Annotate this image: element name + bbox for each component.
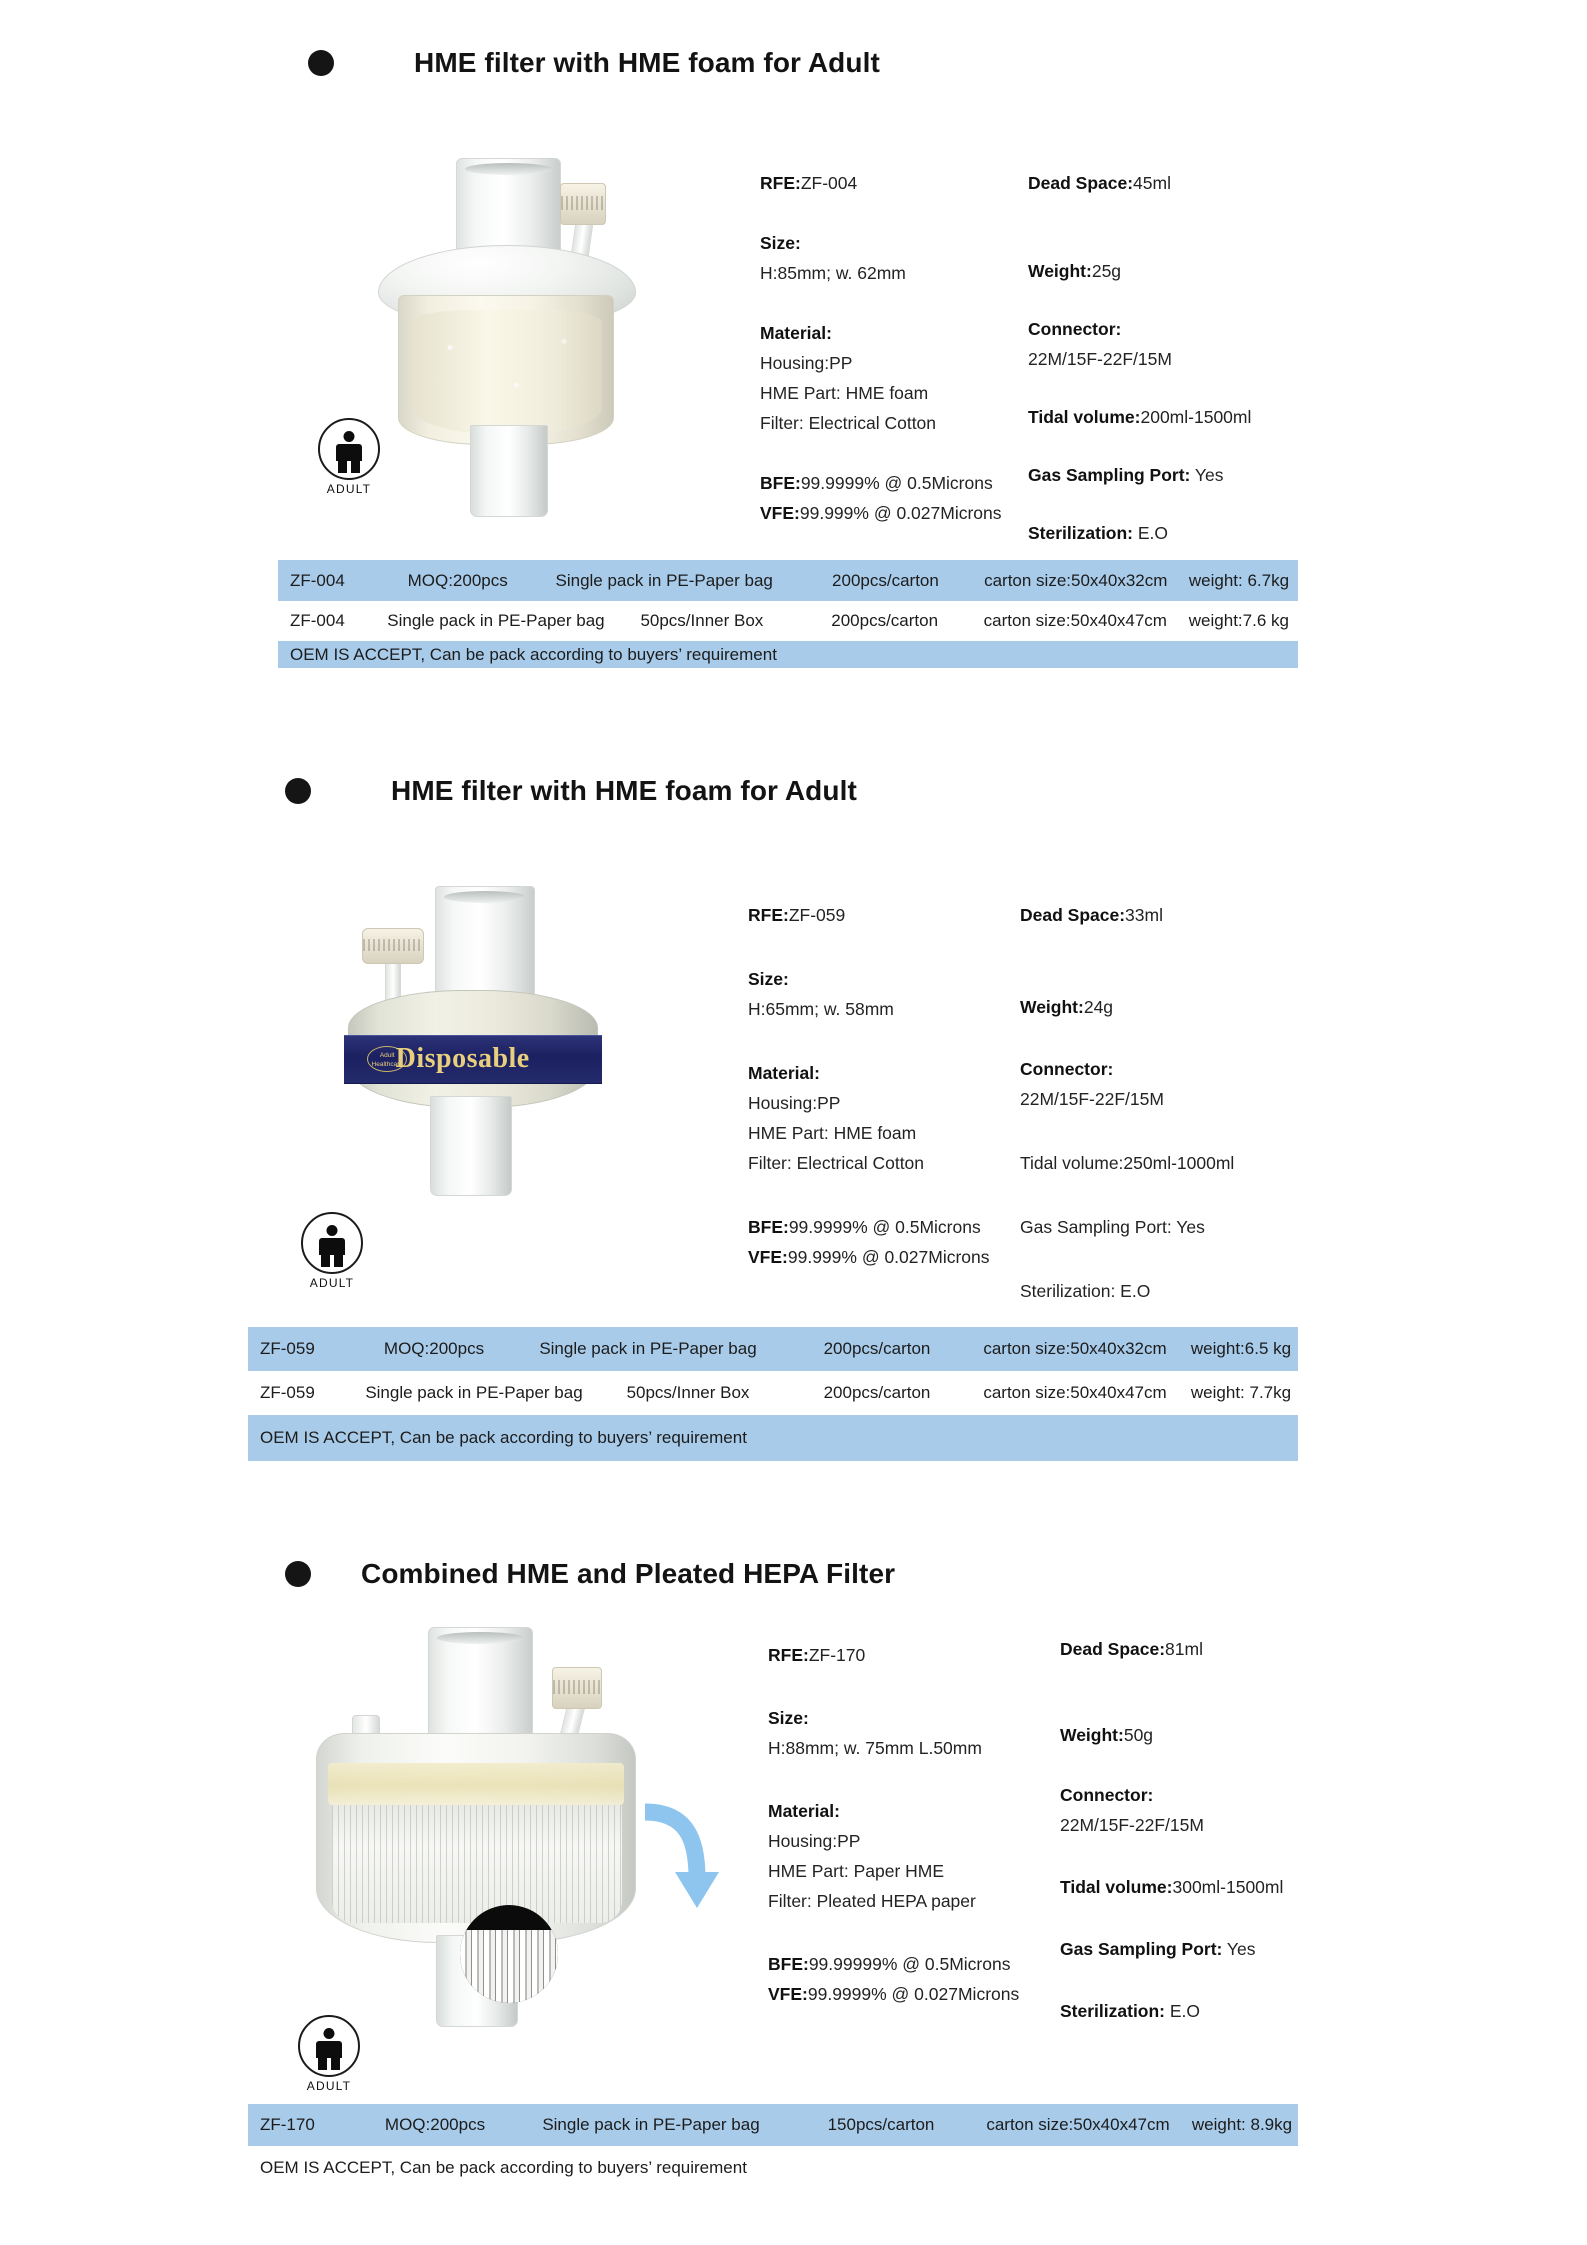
- spec-size-label: Size:: [768, 1708, 809, 1728]
- disposable-text: Disposable: [395, 1043, 530, 1075]
- adult-head: [324, 2028, 335, 2039]
- product-section-1: [0, 0, 1587, 690]
- spec-tidal-volume: Tidal volume:250ml-1000ml: [1020, 1153, 1235, 1173]
- cell-carton-size: carton size:50x40x47cm: [986, 2115, 1170, 2134]
- cell-weight: weight:6.5 kg: [1190, 1339, 1292, 1358]
- bullet-icon: [285, 1561, 311, 1587]
- adult-leg-left: [318, 2055, 327, 2070]
- cell-weight: weight: 7.7kg: [1190, 1383, 1292, 1402]
- cell-carton-size: carton size:50x40x47cm: [983, 611, 1167, 630]
- spec-vfe: VFE:99.999% @ 0.027Microns: [748, 1247, 990, 1267]
- adult-leg-right: [331, 2055, 340, 2070]
- cell-model: ZF-059: [260, 1383, 315, 1402]
- table-row: [278, 601, 1298, 641]
- cell-carton-qty: 200pcs/carton: [823, 1339, 931, 1358]
- table-row-oem: [248, 1415, 1298, 1461]
- cell-weight: weight: 6.7kg: [1188, 570, 1290, 590]
- gas-sampling-port-cap: [560, 183, 606, 225]
- brand-seal: Adult Healthcare: [367, 1046, 407, 1072]
- spec-housing: Housing:PP: [748, 1093, 841, 1113]
- product-section-3: [0, 1520, 1587, 2245]
- product-1-specs-right: [1028, 168, 1251, 548]
- spec-filter: Filter: Electrical Cotton: [748, 1153, 925, 1173]
- cell-oem-note: OEM IS ACCEPT, Can be pack according to buyers’ requirement: [260, 1428, 747, 1447]
- product-3-heading: [285, 1558, 895, 1590]
- cell-pack: Single pack in PE-Paper bag: [542, 2115, 760, 2134]
- adult-head: [327, 1225, 338, 1236]
- spec-dead-space: Dead Space:45ml: [1028, 173, 1171, 193]
- cell-pack: Single pack in PE-Paper bag: [365, 1383, 583, 1402]
- spec-sterilization: Sterilization: E.O: [1028, 523, 1169, 543]
- cell-pack: Single pack in PE-Paper bag: [387, 611, 605, 630]
- spec-size-value: H:88mm; w. 75mm L.50mm: [768, 1738, 982, 1758]
- table-row-oem: [248, 2146, 1298, 2190]
- spec-rfe: RFE:ZF-059: [748, 905, 846, 925]
- spec-sterilization: Sterilization: E.O: [1060, 2001, 1201, 2021]
- spec-bfe: BFE:99.9999% @ 0.5Microns: [748, 1217, 981, 1237]
- bullet-icon: [308, 50, 334, 76]
- spec-vfe: VFE:99.999% @ 0.027Microns: [760, 503, 1002, 523]
- cell-carton-qty: 150pcs/carton: [827, 2115, 935, 2134]
- cell-oem-note: OEM IS ACCEPT, Can be pack according to buyers’ requirement: [290, 644, 777, 664]
- spec-connector-value: 22M/15F-22F/15M: [1020, 1089, 1164, 1109]
- spec-gas-sampling-port: Gas Sampling Port: Yes: [1020, 1217, 1205, 1237]
- product-1-title: HME filter with HME foam for Adult: [414, 47, 880, 78]
- cell-carton-qty: 200pcs/carton: [832, 570, 939, 590]
- cell-model: ZF-004: [290, 611, 345, 630]
- housing-body: [348, 990, 598, 1108]
- cell-oem-note: OEM IS ACCEPT, Can be pack according to buyers’ requirement: [260, 2158, 747, 2177]
- cell-weight: weight:7.6 kg: [1188, 611, 1289, 630]
- product-2-heading: [285, 775, 857, 807]
- spec-connector-label: Connector:: [1060, 1785, 1154, 1805]
- table-row: [278, 560, 1298, 601]
- spec-connector-label: Connector:: [1028, 319, 1122, 339]
- spec-size-label: Size:: [748, 969, 789, 989]
- top-port: [435, 886, 535, 1001]
- cell-model: ZF-004: [290, 570, 345, 590]
- product-2-specs-right: [1020, 900, 1234, 1306]
- cell-inner-box: 50pcs/Inner Box: [640, 611, 764, 630]
- spec-hme-part: HME Part: HME foam: [748, 1123, 917, 1143]
- product-1-packing-table: [278, 560, 1298, 668]
- adult-person-icon: [298, 2015, 360, 2077]
- spec-rfe: [760, 168, 1002, 198]
- cell-carton-size: carton size:50x40x32cm: [983, 1339, 1167, 1358]
- product-3-specs-right: [1060, 1634, 1283, 2026]
- adult-person-icon: [318, 418, 380, 480]
- spec-size-label: Size:: [760, 233, 801, 253]
- spec-filter: Filter: Pleated HEPA paper: [768, 1891, 976, 1911]
- spec-weight: Weight:50g: [1060, 1725, 1154, 1745]
- spec-weight: Weight:24g: [1020, 997, 1114, 1017]
- cell-pack: Single pack in PE-Paper bag: [539, 1339, 757, 1358]
- spec-material-label: Material:: [760, 323, 832, 343]
- closeup-pleats: [460, 1930, 558, 2003]
- bottom-port: [430, 1096, 512, 1196]
- spec-bfe: BFE:99.99999% @ 0.5Microns: [768, 1954, 1011, 1974]
- spec-rfe-label: RFE:: [760, 173, 801, 193]
- adult-head: [344, 431, 355, 442]
- product-1-heading: [308, 47, 880, 79]
- spec-material-label: Material:: [768, 1801, 840, 1821]
- table-row: [248, 2104, 1298, 2146]
- spec-size-value: H:85mm; w. 62mm: [760, 263, 906, 283]
- product-1-adult-badge: [312, 418, 386, 496]
- cell-carton-size: carton size:50x40x47cm: [983, 1383, 1167, 1402]
- spec-size-value: H:65mm; w. 58mm: [748, 999, 894, 1019]
- spec-gas-sampling-port: Gas Sampling Port: Yes: [1028, 465, 1224, 485]
- disposable-label-band: [344, 1035, 602, 1084]
- adult-person-icon: [301, 1212, 363, 1274]
- table-row: [248, 1327, 1298, 1371]
- adult-badge-label: ADULT: [309, 1276, 355, 1290]
- adult-leg-left: [321, 1252, 330, 1267]
- product-2-packing-table: [248, 1327, 1298, 1461]
- spec-sterilization: Sterilization: E.O: [1020, 1281, 1151, 1301]
- spec-housing: Housing:PP: [760, 353, 853, 373]
- spec-tidal-volume: Tidal volume:300ml-1500ml: [1060, 1877, 1284, 1897]
- adult-leg-right: [334, 1252, 343, 1267]
- cell-carton-qty: 200pcs/carton: [823, 1383, 931, 1402]
- spec-weight: Weight:25g: [1028, 261, 1122, 281]
- spec-connector-value: 22M/15F-22F/15M: [1028, 349, 1172, 369]
- spec-hme-part: HME Part: HME foam: [760, 383, 929, 403]
- spec-connector-value: 22M/15F-22F/15M: [1060, 1815, 1204, 1835]
- pleated-media-closeup: [460, 1905, 558, 2003]
- cell-carton-qty: 200pcs/carton: [831, 611, 939, 630]
- product-2-title: HME filter with HME foam for Adult: [391, 775, 857, 806]
- adult-badge-label: ADULT: [306, 2079, 352, 2093]
- spec-filter: Filter: Electrical Cotton: [760, 413, 937, 433]
- cell-moq: MOQ:200pcs: [383, 1339, 485, 1358]
- cell-moq: MOQ:200pcs: [384, 2115, 486, 2134]
- spec-rfe: RFE:ZF-170: [768, 1645, 866, 1665]
- cell-carton-size: carton size:50x40x32cm: [984, 570, 1168, 590]
- product-3-specs-left: [768, 1640, 1019, 2009]
- product-2-specs: [748, 900, 1388, 1301]
- spec-housing: Housing:PP: [768, 1831, 861, 1851]
- spec-tidal-volume: Tidal volume:200ml-1500ml: [1028, 407, 1252, 427]
- product-3-packing-table: [248, 2104, 1298, 2190]
- cell-weight: weight: 8.9kg: [1191, 2115, 1293, 2134]
- product-2-adult-badge: [295, 1212, 369, 1290]
- adult-leg-left: [338, 458, 347, 473]
- spec-connector-label: Connector:: [1020, 1059, 1114, 1079]
- pleated-hepa-media: [332, 1805, 622, 1923]
- cell-moq: MOQ:200pcs: [407, 570, 508, 590]
- product-3-adult-badge: [292, 2015, 366, 2093]
- product-1-specs: [760, 168, 1400, 543]
- table-row: [248, 1371, 1298, 1415]
- cell-model: ZF-059: [260, 1339, 315, 1358]
- adult-leg-right: [351, 458, 360, 473]
- spec-rfe-value: ZF-004: [800, 173, 858, 193]
- spec-gas-sampling-port: Gas Sampling Port: Yes: [1060, 1939, 1256, 1959]
- product-2-image: [300, 878, 640, 1208]
- cell-pack: Single pack in PE-Paper bag: [555, 570, 773, 590]
- spec-vfe: VFE:99.9999% @ 0.027Microns: [768, 1984, 1020, 2004]
- hme-foam: [412, 310, 602, 435]
- adult-badge-label: ADULT: [326, 482, 372, 496]
- spec-bfe: BFE:99.9999% @ 0.5Microns: [760, 473, 993, 493]
- cell-inner-box: 50pcs/Inner Box: [626, 1383, 750, 1402]
- product-section-2: [0, 700, 1587, 1520]
- paper-hme-band: [328, 1763, 624, 1805]
- callout-arrow-icon: [635, 1800, 725, 1920]
- gas-sampling-port-cap: [552, 1667, 602, 1709]
- spec-dead-space: Dead Space:33ml: [1020, 905, 1163, 925]
- product-1-image: [360, 150, 660, 520]
- product-3-title: Combined HME and Pleated HEPA Filter: [361, 1558, 896, 1589]
- table-row-oem: [278, 641, 1298, 668]
- top-port: [428, 1627, 533, 1735]
- product-3-specs: [768, 1639, 1408, 2021]
- product-2-specs-left: [748, 900, 990, 1272]
- product-3-image: [280, 1605, 760, 2085]
- spec-material-label: Material:: [748, 1063, 820, 1083]
- product-1-specs-left: [760, 168, 1002, 528]
- spec-dead-space: Dead Space:81ml: [1060, 1639, 1203, 1659]
- bottom-port: [470, 425, 548, 517]
- gas-sampling-port-cap: [362, 928, 424, 964]
- cell-model: ZF-170: [260, 2115, 315, 2134]
- bullet-icon: [285, 778, 311, 804]
- spec-hme-part: HME Part: Paper HME: [768, 1861, 945, 1881]
